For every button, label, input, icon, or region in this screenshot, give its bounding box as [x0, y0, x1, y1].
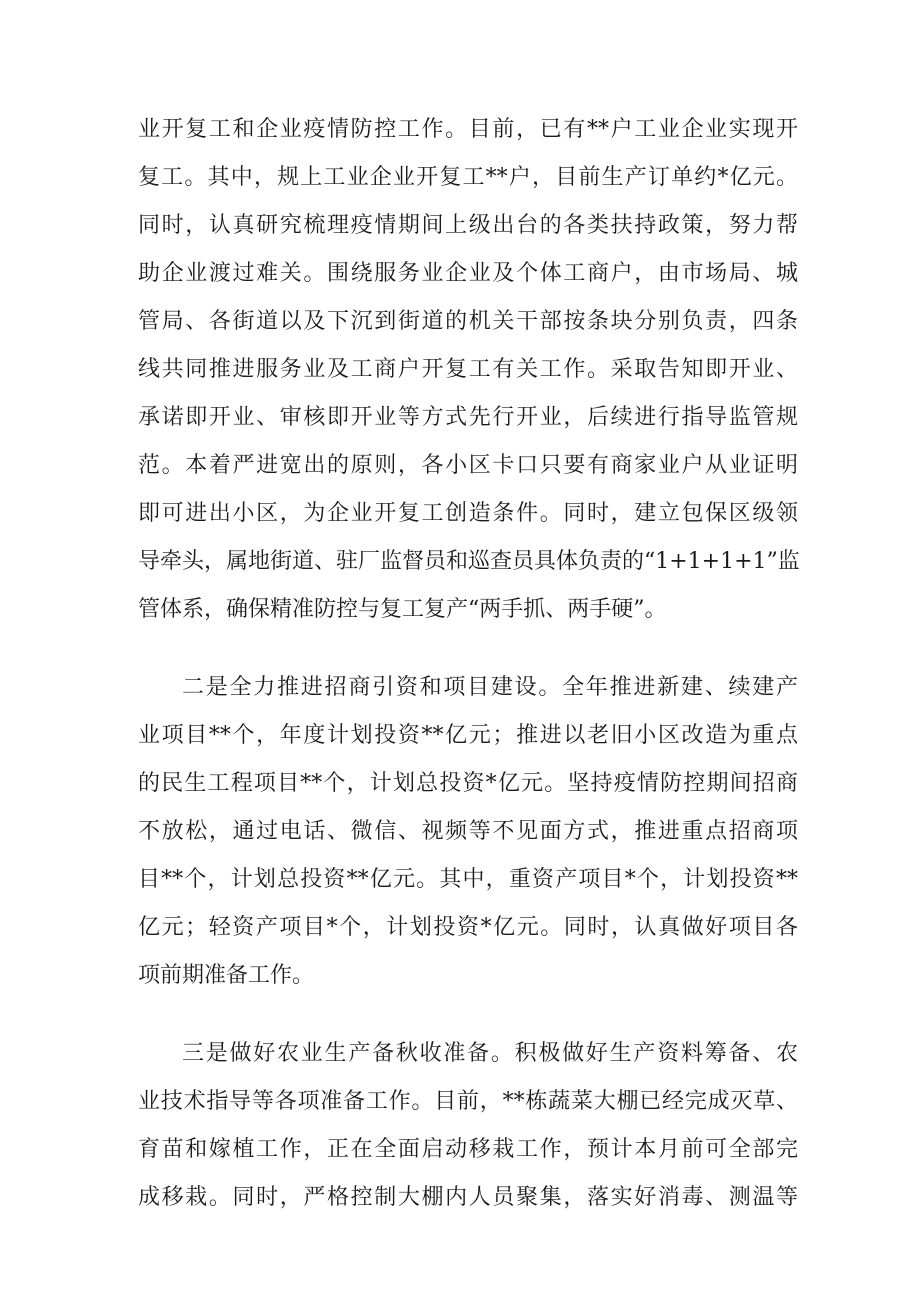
text-line: 复工。其中，规上工业企业开复工**户，目前生产订单约*亿元。	[138, 165, 798, 190]
text-line: 管局、各街道以及下沉到街道的机关干部按条块分别负责，四条	[138, 309, 798, 334]
text-line: 的民生工程项目**个，计划总投资*亿元。坚持疫情防控期间招商	[138, 771, 798, 796]
text-line: 助企业渡过难关。围绕服务业企业及个体工商户，由市场局、城	[138, 261, 798, 286]
text-line: 项前期准备工作。	[138, 963, 315, 988]
text-line: 管体系，确保精准防控与复工复产“两手抓、两手硬”。	[138, 597, 667, 622]
text-line: 线共同推进服务业及工商户开复工有关工作。采取告知即开业、	[138, 357, 798, 382]
text-line: 三是做好农业生产备秋收准备。积极做好生产资料筹备、农	[182, 1041, 798, 1066]
paragraph-spacer	[138, 634, 798, 664]
document-body	[138, 106, 798, 1222]
text-line: 育苗和嫁植工作，正在全面启动移栽工作，预计本月前可全部完	[138, 1137, 798, 1162]
text-line: 业项目**个，年度计划投资**亿元；推进以老旧小区改造为重点	[138, 723, 798, 748]
text-line: 目**个，计划总投资**亿元。其中，重资产项目*个，计划投资**	[138, 867, 798, 892]
text-line: 二是全力推进招商引资和项目建设。全年推进新建、续建产	[182, 675, 798, 700]
paragraph-spacer	[138, 1000, 798, 1030]
text-line: 承诺即开业、审核即开业等方式先行开业，后续进行指导监管规	[138, 405, 798, 430]
text-line: 成移栽。同时，严格控制大棚内人员聚集，落实好消毒、测温等	[138, 1185, 798, 1210]
text-line: 业技术指导等各项准备工作。目前，**栋蔬菜大棚已经完成灭草、	[138, 1089, 798, 1114]
text-line: 同时，认真研究梳理疫情期间上级出台的各类扶持政策，努力帮	[138, 213, 798, 238]
text-line: 亿元；轻资产项目*个，计划投资*亿元。同时，认真做好项目各	[138, 915, 798, 940]
paragraph-3	[138, 1030, 798, 1222]
paragraph-1	[138, 106, 798, 634]
text-line: 不放松，通过电话、微信、视频等不见面方式，推进重点招商项	[138, 819, 798, 844]
text-line: 业开复工和企业疫情防控工作。目前，已有**户工业企业实现开	[138, 117, 798, 142]
paragraph-2	[138, 664, 798, 1000]
text-line: 导牵头，属地街道、驻厂监督员和巡查员具体负责的“1+1+1+1”监	[138, 549, 800, 574]
text-line: 即可进出小区，为企业开复工创造条件。同时，建立包保区级领	[138, 501, 798, 526]
text-line: 范。本着严进宽出的原则，各小区卡口只要有商家业户从业证明	[138, 453, 798, 478]
